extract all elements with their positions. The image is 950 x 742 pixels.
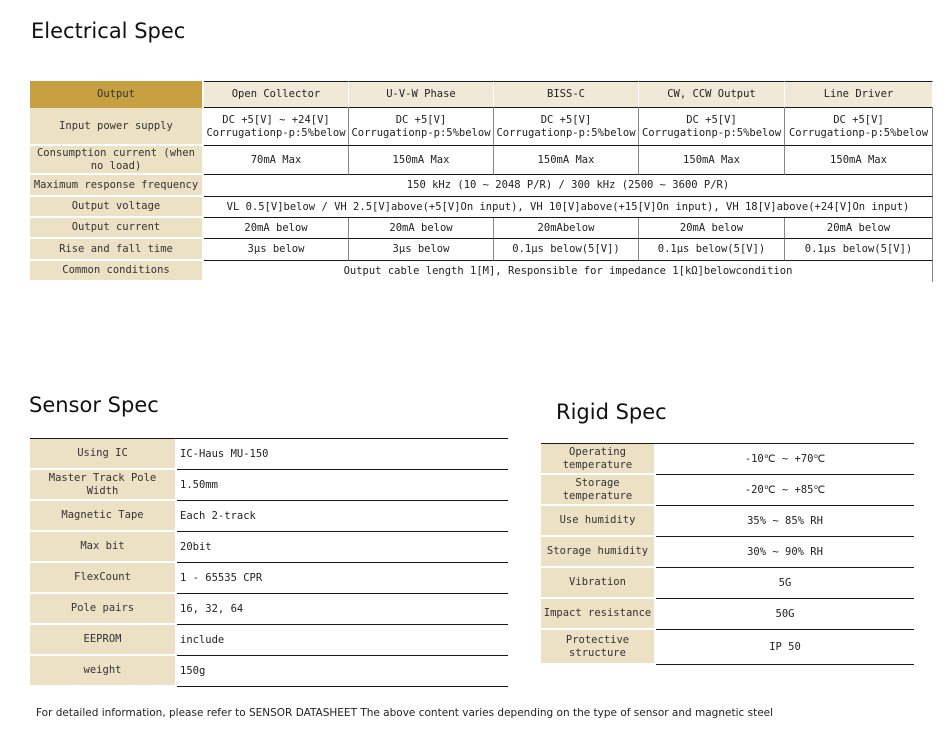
input-power-value: DC +5[V] ~ +24[V] Corrugationp-p:5%below	[204, 108, 349, 146]
electrical-spec-title: Electrical Spec	[31, 19, 186, 43]
spec-value: 16, 32, 64	[177, 594, 508, 625]
output-current-value: 20mA below	[785, 218, 933, 239]
output-current-value: 20mAbelow	[494, 218, 639, 239]
spec-value: 30% ~ 90% RH	[656, 537, 914, 568]
column-header: CW, CCW Output	[639, 81, 785, 108]
input-power-value: DC +5[V] Corrugationp-p:5%below	[639, 108, 785, 146]
max-response-frequency-label: Maximum response frequency	[30, 175, 204, 197]
consumption-current-value: 150mA Max	[494, 146, 639, 175]
spec-value: Each 2-track	[177, 501, 508, 532]
output-current-value: 20mA below	[349, 218, 494, 239]
spec-value: 35% ~ 85% RH	[656, 506, 914, 537]
column-header: Line Driver	[785, 81, 933, 108]
spec-label: Pole pairs	[30, 594, 177, 625]
consumption-current-value: 150mA Max	[785, 146, 933, 175]
spec-label: Protective structure	[541, 630, 656, 665]
sensor-spec-table	[30, 438, 508, 687]
rise-fall-time-value: 0.1µs below(5[V])	[639, 239, 785, 261]
spec-value: 1 - 65535 CPR	[177, 563, 508, 594]
output-voltage-label: Output voltage	[30, 197, 204, 218]
consumption-current-value: 150mA Max	[349, 146, 494, 175]
spec-label: Storage temperature	[541, 475, 656, 506]
spec-value: -10℃ ~ +70℃	[656, 444, 914, 475]
spec-label: Impact resistance	[541, 599, 656, 630]
spec-label: Master Track Pole Width	[30, 470, 177, 501]
output-current-value: 20mA below	[639, 218, 785, 239]
spec-label: FlexCount	[30, 563, 177, 594]
spec-label: Max bit	[30, 532, 177, 563]
spec-value: -20℃ ~ +85℃	[656, 475, 914, 506]
output-header-label: Output	[30, 81, 204, 108]
spec-value: IP 50	[656, 630, 914, 665]
spec-value: 5G	[656, 568, 914, 599]
spec-label: weight	[30, 656, 177, 687]
spec-value: include	[177, 625, 508, 656]
rise-fall-time-value: 0.1µs below(5[V])	[494, 239, 639, 261]
max-response-frequency-value: 150 kHz (10 ~ 2048 P/R) / 300 kHz (2500 ~ 3600 P/R)	[204, 175, 933, 197]
spec-value: 50G	[656, 599, 914, 630]
rise-fall-time-value: 3µs below	[204, 239, 349, 261]
spec-label: Magnetic Tape	[30, 501, 177, 532]
input-power-value: DC +5[V] Corrugationp-p:5%below	[494, 108, 639, 146]
sensor-spec-title: Sensor Spec	[29, 393, 159, 417]
column-header: Open Collector	[204, 81, 349, 108]
rise-fall-time-value: 3µs below	[349, 239, 494, 261]
spec-label: Vibration	[541, 568, 656, 599]
spec-label: Operating temperature	[541, 444, 656, 475]
spec-label: Use humidity	[541, 506, 656, 537]
consumption-current-label: Consumption current (when no load)	[30, 146, 204, 175]
spec-value: IC-Haus MU-150	[177, 439, 508, 470]
consumption-current-value: 150mA Max	[639, 146, 785, 175]
common-conditions-label: Common conditions	[30, 261, 204, 282]
spec-label: Using IC	[30, 439, 177, 470]
spec-value: 150g	[177, 656, 508, 687]
rise-fall-time-value: 0.1µs below(5[V])	[785, 239, 933, 261]
input-power-value: DC +5[V] Corrugationp-p:5%below	[349, 108, 494, 146]
output-voltage-value: VL 0.5[V]below / VH 2.5[V]above(+5[V]On input), VH 10[V]above(+15[V]On input), VH 18[V]above(+24[V]On input)	[204, 197, 933, 218]
consumption-current-value: 70mA Max	[204, 146, 349, 175]
input-power-label: Input power supply	[30, 108, 204, 146]
spec-value: 1.50mm	[177, 470, 508, 501]
spec-value: 20bit	[177, 532, 508, 563]
output-current-label: Output current	[30, 218, 204, 239]
input-power-value: DC +5[V] Corrugationp-p:5%below	[785, 108, 933, 146]
rigid-spec-title: Rigid Spec	[556, 400, 667, 424]
common-conditions-value: Output cable length 1[M], Responsible for impedance 1[kΩ]belowcondition	[204, 261, 933, 282]
footnote: For detailed information, please refer to SENSOR DATASHEET The above content varies depending on the type of sensor and magnetic steel	[36, 707, 774, 719]
column-header: U-V-W Phase	[349, 81, 494, 108]
column-header: BISS-C	[494, 81, 639, 108]
spec-label: Storage humidity	[541, 537, 656, 568]
electrical-spec-table	[30, 81, 933, 282]
output-current-value: 20mA below	[204, 218, 349, 239]
rise-fall-time-label: Rise and fall time	[30, 239, 204, 261]
rigid-spec-table	[541, 443, 914, 665]
spec-label: EEPROM	[30, 625, 177, 656]
